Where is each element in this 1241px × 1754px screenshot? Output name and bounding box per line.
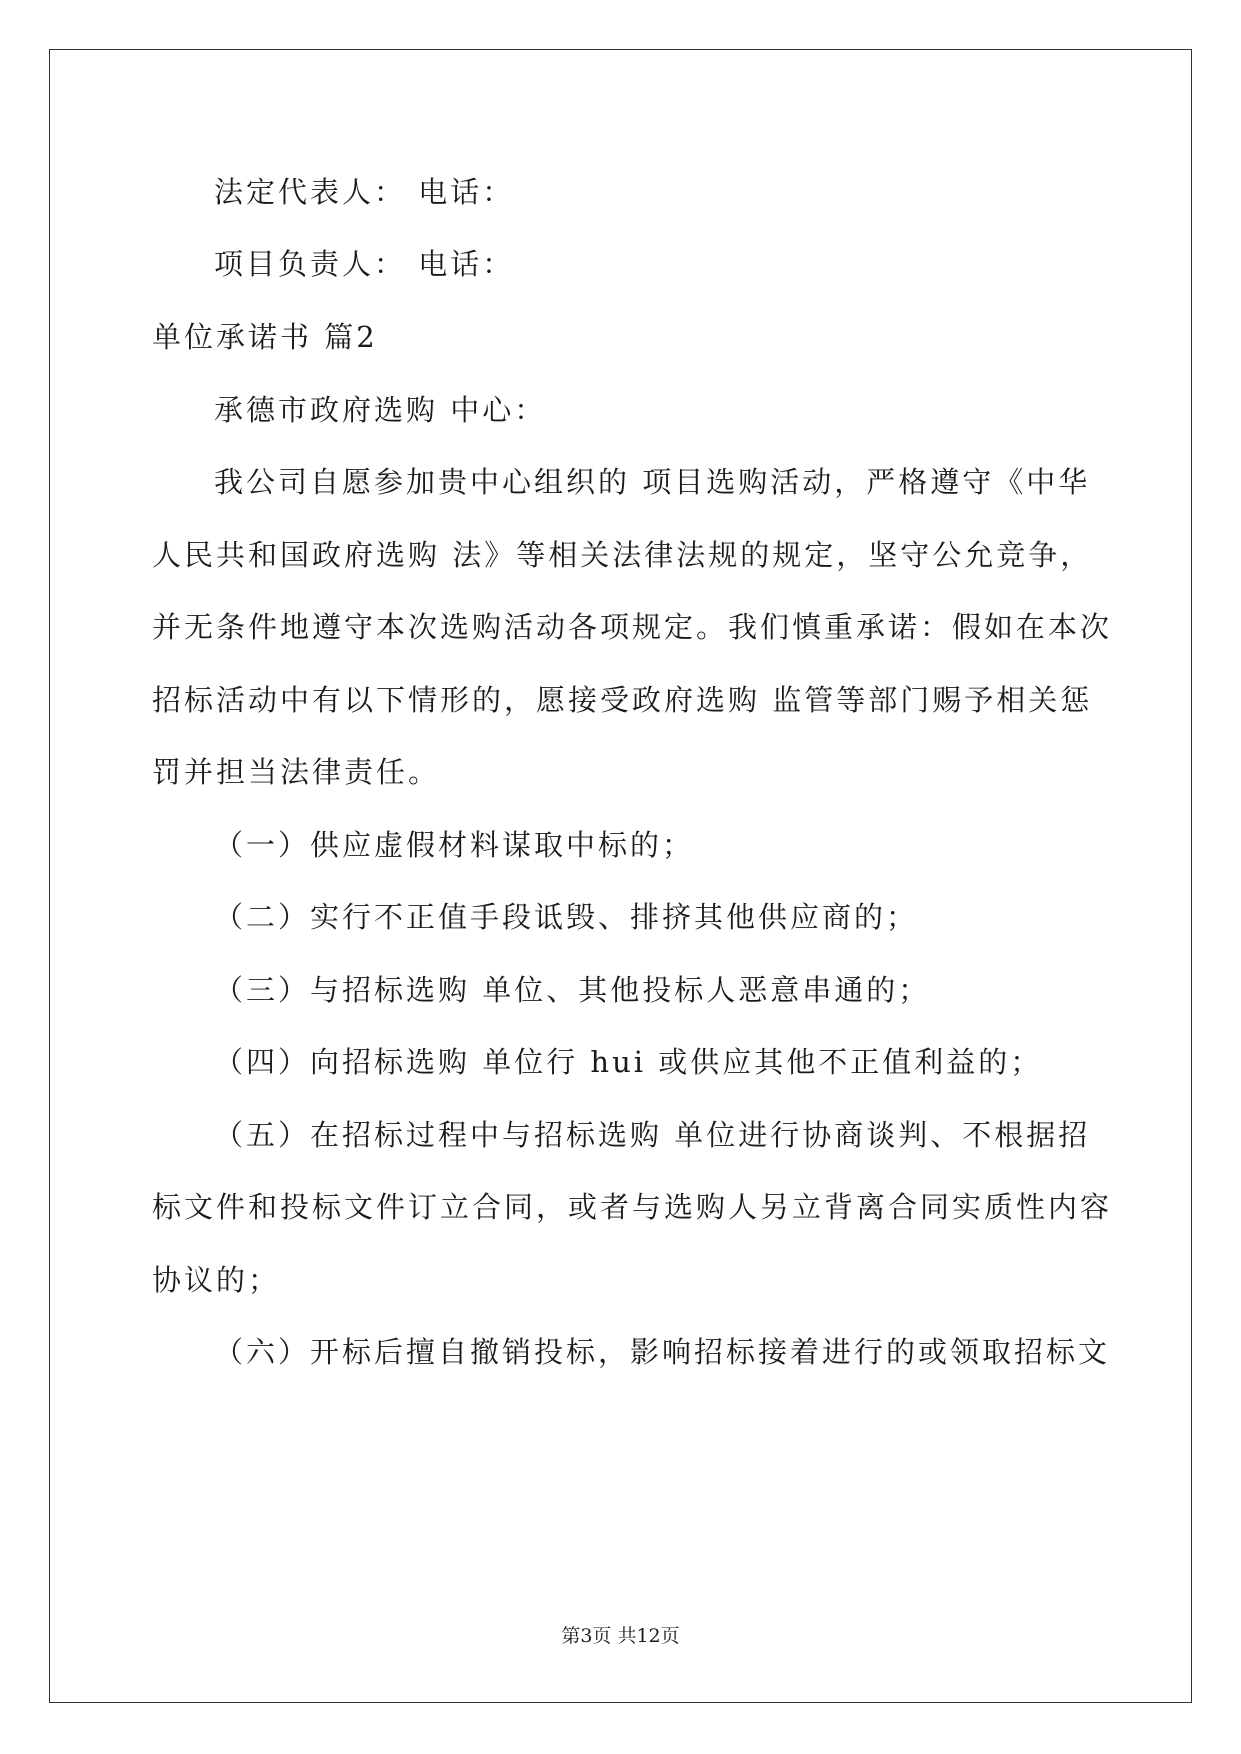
page-border [49,49,1192,1703]
section-heading: 单位承诺书 篇2 [152,320,378,354]
addressee-line: 承德市政府选购 中心： [214,393,547,427]
list-item-2: （二）实行不正值手段诋毁、排挤其他供应商的； [214,900,919,934]
page-number-footer: 第3页 共12页 [561,1625,680,1647]
body-paragraph-line: 人民共和国政府选购 法》等相关法律法规的规定，坚守公允竞争， [152,538,1093,572]
legal-rep-line: 法定代表人： 电话： [214,175,515,209]
body-paragraph-line: 罚并担当法律责任。 [152,755,441,789]
list-item-4: （四）向招标选购 单位行 hui 或供应其他不正值利益的； [214,1045,1043,1079]
body-paragraph-line: 招标活动中有以下情形的，愿接受政府选购 监管等部门赐予相关惩 [152,683,1093,717]
body-paragraph-line: 我公司自愿参加贵中心组织的 项目选购活动，严格遵守《中华 [214,465,1091,499]
list-item-5-continued: 协议的； [152,1263,281,1297]
list-item-5-continued: 标文件和投标文件订立合同，或者与选购人另立背离合同实质性内容 [152,1190,1113,1224]
list-item-6: （六）开标后擅自撤销投标，影响招标接着进行的或领取招标文 [214,1335,1111,1369]
list-item-5: （五）在招标过程中与招标选购 单位进行协商谈判、不根据招 [214,1118,1091,1152]
list-item-1: （一）供应虚假材料谋取中标的； [214,828,695,862]
list-item-3: （三）与招标选购 单位、其他投标人恶意串通的； [214,973,931,1007]
body-paragraph-line: 并无条件地遵守本次选购活动各项规定。我们慎重承诺：假如在本次 [152,610,1113,644]
project-lead-line: 项目负责人： 电话： [214,247,515,281]
